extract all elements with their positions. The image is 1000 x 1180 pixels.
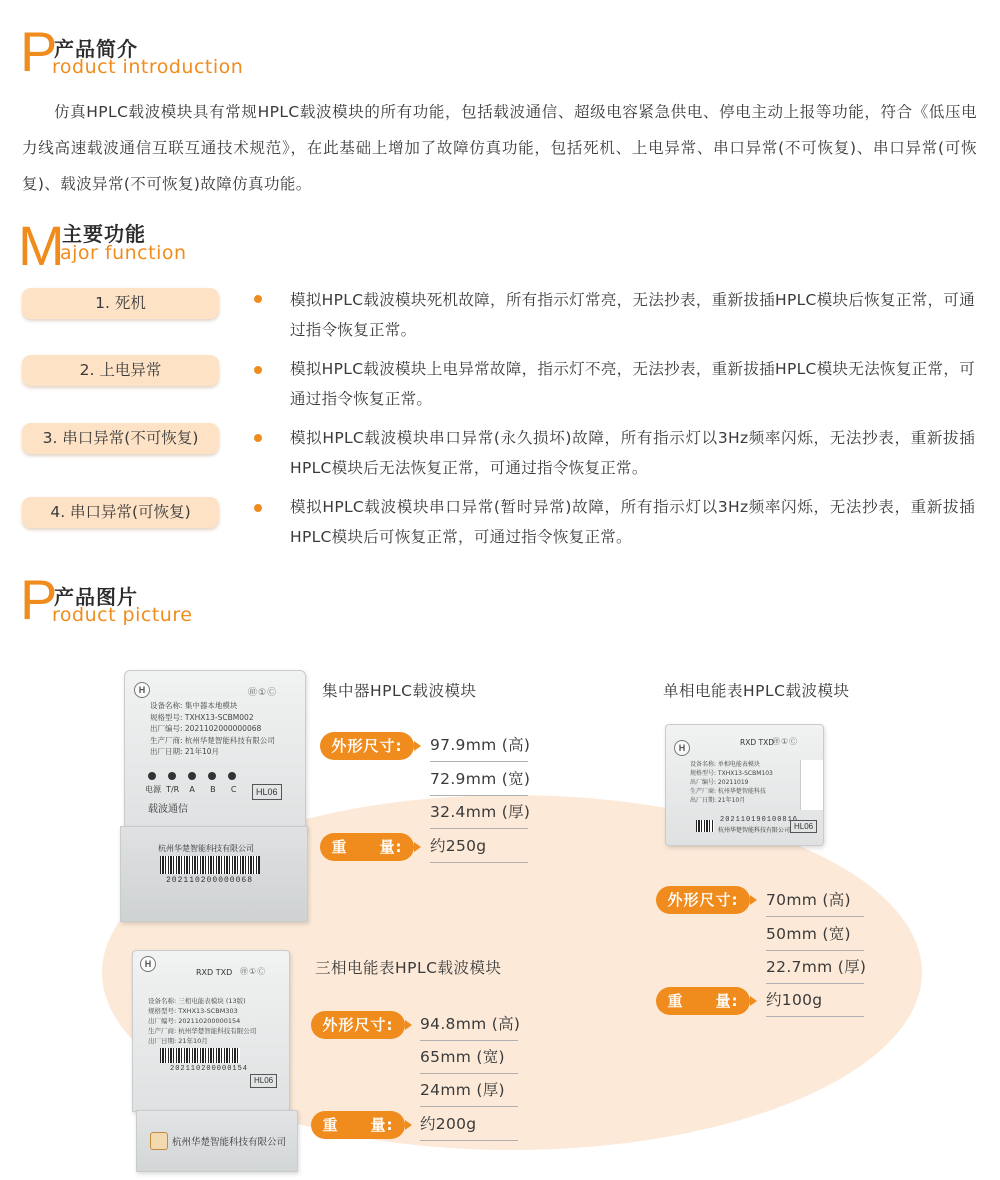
weight-badge: 重 量: bbox=[320, 833, 414, 861]
model-tag: HL06 bbox=[790, 820, 817, 833]
size-width-value: 65mm (宽) bbox=[420, 1043, 518, 1074]
device-label-text: 设备名称: 集中器本地模块 规格型号: TXHX13-SCBM002 出厂编号: 2021102000000068 生产厂商: 杭州华楚智能科技有限公司 出厂日期: 21年10月 bbox=[150, 701, 275, 756]
h-logo-icon: H bbox=[134, 682, 150, 698]
size-width-value: 72.9mm (宽) bbox=[430, 765, 528, 796]
barcode-number: 202110200000154 bbox=[170, 1065, 249, 1073]
function-title-cn: 主要功能 bbox=[62, 222, 146, 246]
indicator-leds bbox=[148, 772, 236, 780]
intro-paragraph: 仿真HPLC载波模块具有常规HPLC载波模块的所有功能，包括载波通信、超级电容紧急供电、停电主动上报等功能，符合《低压电力线高速载波通信互联互通技术规范》，在此基础上增加了故障仿真功能，包括死机、上电异常、串口异常(不可恢复)、串口异常(可恢复)、载波异常(不可恢复)故障仿真功能。 bbox=[22, 103, 977, 193]
function-desc-4: 模拟HPLC载波模块串口异常(暂时异常)故障，所有指示灯以3Hz频率闪烁，无法抄表，重新拔插HPLC模块后可恢复正常，可通过指令恢复正常。 bbox=[290, 498, 975, 546]
function-desc-3: 模拟HPLC载波模块串口异常(永久损坏)故障，所有指示灯以3Hz频率闪烁，无法抄表，重新拔插HPLC模块后无法恢复正常，可通过指令恢复正常。 bbox=[290, 429, 975, 477]
h-logo-icon: H bbox=[674, 740, 690, 756]
h-logo-icon: H bbox=[140, 956, 156, 972]
barcode-image bbox=[160, 856, 260, 874]
barcode-number: 202110190100816 bbox=[720, 816, 799, 824]
company-logo-text: 杭州华楚智能科技有限公司 bbox=[158, 844, 254, 853]
certification-icon: ㊞①Ⓒ bbox=[248, 688, 278, 698]
device-label-text: 设备名称: 单相电能表模块 规格型号: TXHX13-SCBM103 出厂编号: 20211019 生产厂商: 杭州华楚智能科技 出厂日期: 21年10月 bbox=[690, 761, 773, 804]
size-height-value: 94.8mm (高) bbox=[420, 1010, 518, 1041]
weight-badge: 重 量: bbox=[656, 987, 750, 1015]
product-name-concentrator: 集中器HPLC载波模块 bbox=[322, 682, 477, 700]
intro-title-cn: 产品简介 bbox=[54, 37, 138, 61]
rxd-txd-label: RXD TXD bbox=[196, 968, 233, 977]
function-label-2: 2. 上电异常 bbox=[22, 355, 219, 386]
function-section-letter: M bbox=[18, 214, 65, 277]
rxd-txd-label: RXD TXD bbox=[740, 738, 775, 747]
picture-title-cn: 产品图片 bbox=[54, 585, 138, 609]
picture-title-en: roduct picture bbox=[52, 604, 193, 626]
bullet-dot-2 bbox=[254, 366, 262, 374]
device-caption: 载波通信 bbox=[148, 804, 188, 815]
intro-section-letter: P bbox=[20, 20, 58, 83]
company-logo-icon bbox=[150, 1132, 168, 1150]
size-height-value: 97.9mm (高) bbox=[430, 731, 528, 762]
certification-icon: ㊞①Ⓒ bbox=[240, 967, 267, 976]
model-tag: HL06 bbox=[250, 1074, 277, 1088]
weight-value: 约200g bbox=[420, 1110, 518, 1141]
weight-value: 约100g bbox=[766, 986, 864, 1017]
size-badge: 外形尺寸: bbox=[320, 732, 414, 760]
picture-section-letter: P bbox=[20, 568, 58, 631]
product-name-single-phase: 单相电能表HPLC载波模块 bbox=[663, 682, 850, 700]
size-badge: 外形尺寸: bbox=[311, 1011, 405, 1039]
size-width-value: 50mm (宽) bbox=[766, 920, 864, 951]
size-depth-value: 32.4mm (厚) bbox=[430, 798, 528, 829]
device-label-text: 设备名称: 三相电能表模块 (13版) 规格型号: TXHX13-SCBM303 出厂编号: 202110200000154 生产厂商: 杭州华楚智能科技有限公司 出厂日期: 21年10月 bbox=[148, 997, 257, 1045]
certification-icon: ㊞①Ⓒ bbox=[772, 737, 799, 746]
size-height-value: 70mm (高) bbox=[766, 886, 864, 917]
function-label-4: 4. 串口异常(可恢复) bbox=[22, 497, 219, 528]
barcode-image bbox=[160, 1048, 240, 1063]
company-logo-text: 杭州华楚智能科技有限公司 bbox=[718, 827, 791, 834]
size-depth-value: 22.7mm (厚) bbox=[766, 953, 864, 984]
size-badge: 外形尺寸: bbox=[656, 886, 750, 914]
weight-value: 约250g bbox=[430, 832, 528, 863]
indicator-labels: 电源 T/R A B C bbox=[145, 785, 237, 794]
model-tag: HL06 bbox=[252, 784, 282, 800]
company-logo-text: 杭州华楚智能科技有限公司 bbox=[172, 1137, 287, 1148]
function-desc-2: 模拟HPLC载波模块上电异常故障，指示灯不亮，无法抄表，重新拔插HPLC模块无法恢复正常，可通过指令恢复正常。 bbox=[290, 360, 975, 408]
product-name-three-phase: 三相电能表HPLC载波模块 bbox=[315, 959, 502, 977]
bullet-dot-1 bbox=[254, 295, 262, 303]
bullet-dot-4 bbox=[254, 504, 262, 512]
size-depth-value: 24mm (厚) bbox=[420, 1076, 518, 1107]
function-label-1: 1. 死机 bbox=[22, 288, 219, 319]
function-desc-1: 模拟HPLC载波模块死机故障，所有指示灯常亮，无法抄表，重新拔插HPLC模块后恢复正常，可通过指令恢复正常。 bbox=[290, 291, 975, 339]
bullet-dot-3 bbox=[254, 434, 262, 442]
barcode-image bbox=[696, 820, 714, 832]
barcode-number: 202110200000068 bbox=[166, 876, 254, 885]
function-label-3: 3. 串口异常(不可恢复) bbox=[22, 423, 219, 454]
weight-badge: 重 量: bbox=[311, 1111, 405, 1139]
intro-title-en: roduct introduction bbox=[52, 56, 244, 78]
function-title-en: ajor function bbox=[60, 242, 187, 264]
